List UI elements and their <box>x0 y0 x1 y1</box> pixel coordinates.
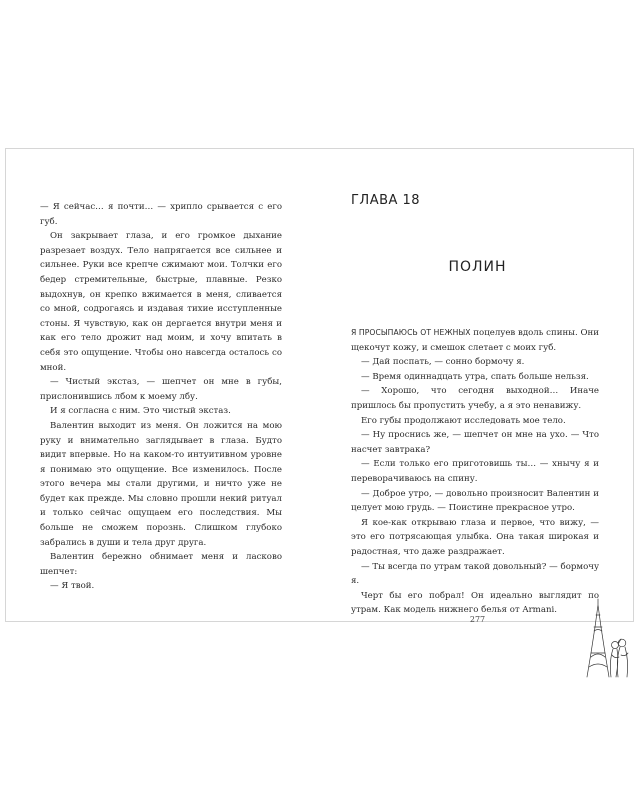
paragraph: Валентин бережно обнимает меня и ласково шепчет: <box>40 552 282 577</box>
book-spread <box>5 148 634 622</box>
paragraph: — Я твой. <box>50 581 95 592</box>
paragraph: — Время одиннадцать утра, спать больше нельзя. <box>361 371 589 382</box>
lead-in-caps: Я ПРОСЫПАЮСЬ ОТ НЕЖНЫХ <box>351 328 471 337</box>
paragraph: — Чистый экстаз, — шепчет он мне в губы, прислонившись лбом к моему лбу. <box>40 377 282 402</box>
first-paragraph <box>351 326 599 355</box>
chapter-heading: ГЛАВА 18 <box>351 193 421 208</box>
eiffel-tower-couple-sketch-icon <box>585 597 631 679</box>
paragraph: Его губы продолжают исследовать мое тело. <box>361 415 566 426</box>
page-number: 277 <box>469 615 486 624</box>
paragraph: — Я сейчас… я почти… — хрипло срывается с его губ. <box>40 202 282 227</box>
right-page-text <box>351 326 599 618</box>
paragraph: Черт бы его побрал! Он идеально выглядит по утрам. Как модель нижнего белья от Armani. <box>351 590 599 616</box>
paragraph: — Хорошо, что сегодня выходной… Иначе пришлось бы пропустить учебу, а я это ненавижу. <box>351 386 599 411</box>
paragraph: — Доброе утро, — довольно произносит Валентин и целует мою грудь. — Поистине прекрасное утро. <box>351 488 599 514</box>
paragraph: — Ты всегда по утрам такой довольный? — бормочу я. <box>351 561 599 587</box>
first-paragraph-text: поцелуев вдоль спины. Они щекочут кожу, и смешок слетает с моих губ. <box>351 328 599 353</box>
paragraph: — Дай поспать, — сонно бормочу я. <box>361 357 525 368</box>
left-page-text <box>40 200 282 594</box>
paragraph: Я кое-как открываю глаза и первое, что вижу, — это его потрясающая улыбка. Она такая широкая и радостная, что даже раздражает. <box>351 517 599 557</box>
left-page <box>6 149 320 621</box>
right-page <box>321 149 634 624</box>
paragraph: — Если только его приготовишь ты… — хнычу я и переворачиваюсь на спину. <box>351 459 599 484</box>
paragraph: Он закрывает глаза, и его громкое дыхание разрезает воздух. Тело напрягается все сильнее и сильнее. Руки все крепче сжимают мои. Толчки его бедер стремительные, быстрые, плавные. Резко выдохнув, он крепко вжимается в меня, сливается со мной, содрогаясь и издавая тихие исступленные стоны. Я чувствую, как он дергается внутри меня и как его тело дрожит над моим, и хочу впитать в себя это ощущение. Чтобы оно навсегда осталось со мной. <box>40 231 282 373</box>
character-heading: ПОЛИН <box>448 259 507 275</box>
paragraph: — Ну проснись же, — шепчет он мне на ухо. — Что насчет завтрака? <box>351 430 599 455</box>
paragraph: И я согласна с ним. Это чистый экстаз. <box>50 406 231 417</box>
paragraph: Валентин выходит из меня. Он ложится на мою руку и внимательно заглядывает в глаза. Будто видит впервые. Но на каком-то интуитивном уровне я понимаю это ощущение. Все изменилось. После этого вечера мы стали другими, и ничто уже не будет как прежде. Мы словно прошли некий ритуал и только сейчас ощущаем его последствия. Мы больше не сможем порознь. Слишком глубоко забрались в души и тела друг друга. <box>40 420 282 548</box>
